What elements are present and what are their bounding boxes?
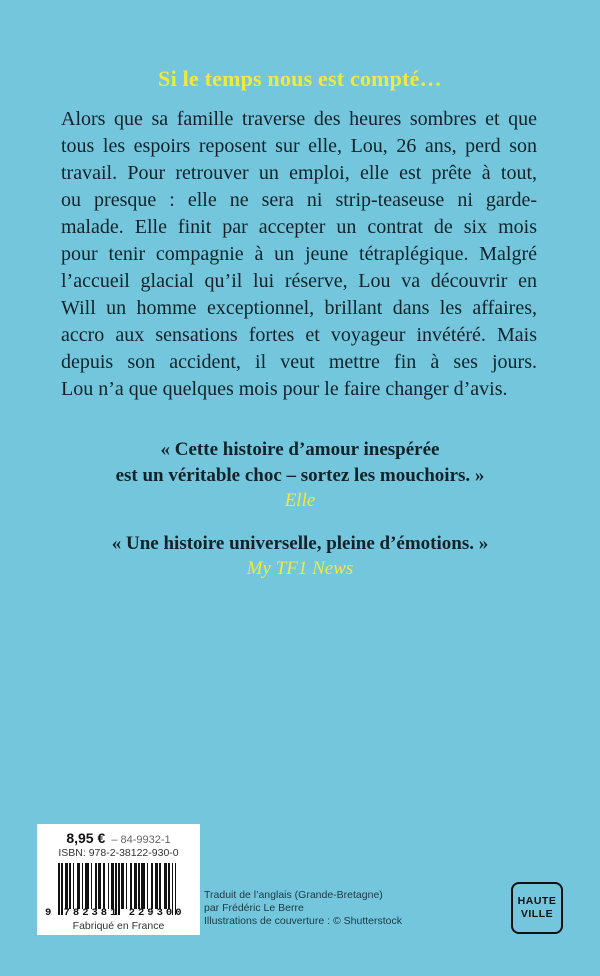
barcode-label [37, 824, 200, 935]
logo-line-1: HAUTE [517, 895, 557, 907]
synopsis-line: pour tenir compagnie à un jeune tétraplégique. Malgré [61, 243, 537, 265]
synopsis-line: accro aux sensations fortes et voyageur invétéré. Mais [61, 324, 537, 346]
synopsis-line: depuis son accident, il veut mettre fin à ses jours. [61, 351, 537, 373]
barcode-digits: 9 782381 229300 [45, 907, 185, 919]
translation-credit: Traduit de l’anglais (Grande-Bretagne) [204, 889, 383, 901]
price: 8,95 € [66, 830, 106, 846]
barcode-icon [58, 863, 185, 909]
credits [204, 889, 402, 928]
publisher-logo [511, 882, 563, 934]
translator-credit: par Frédéric Le Berre [204, 902, 304, 914]
synopsis-line: Will un homme exceptionnel, brillant dans les affaires, [61, 297, 537, 319]
synopsis-line: tous les espoirs reposent sur elle, Lou, 26 ans, perd son [61, 135, 537, 157]
quote-text: « Une histoire universelle, pleine d’émotions. » [111, 533, 489, 554]
synopsis-line: l’accueil glacial qu’il lui réserve, Lou va découvrir en [61, 270, 537, 292]
quote-text: « Cette histoire d’amour inespérée [160, 439, 440, 460]
press-quote-tf1 [0, 531, 600, 581]
press-quote-elle [0, 437, 600, 513]
quote-text: est un véritable choc – sortez les mouchoirs. » [115, 465, 485, 486]
price-row [37, 830, 200, 846]
illustration-credit: Illustrations de couverture : © Shutterstock [204, 915, 402, 927]
synopsis-text [61, 106, 537, 403]
quote-source: Elle [284, 490, 316, 511]
synopsis-line: Alors que sa famille traverse des heures sombres et que [61, 108, 537, 130]
logo-line-2: VILLE [520, 908, 554, 920]
synopsis-line: ou presque : elle ne sera ni strip-teaseuse ni garde- [61, 189, 537, 211]
synopsis-line: travail. Pour retrouver un emploi, elle est prête à tout, [61, 162, 537, 184]
quote-source: My TF1 News [246, 558, 354, 579]
isbn: ISBN: 978-2-38122-930-0 [58, 847, 179, 859]
synopsis-line: malade. Elle finit par accepter un contrat de six mois [61, 216, 537, 238]
made-in-label: Fabriqué en France [72, 920, 165, 932]
back-cover-headline: Si le temps nous est compté… [158, 66, 442, 91]
price-code: – 84-9932-1 [111, 834, 171, 846]
synopsis-line: Lou n’a que quelques mois pour le faire changer d’avis. [61, 378, 508, 400]
